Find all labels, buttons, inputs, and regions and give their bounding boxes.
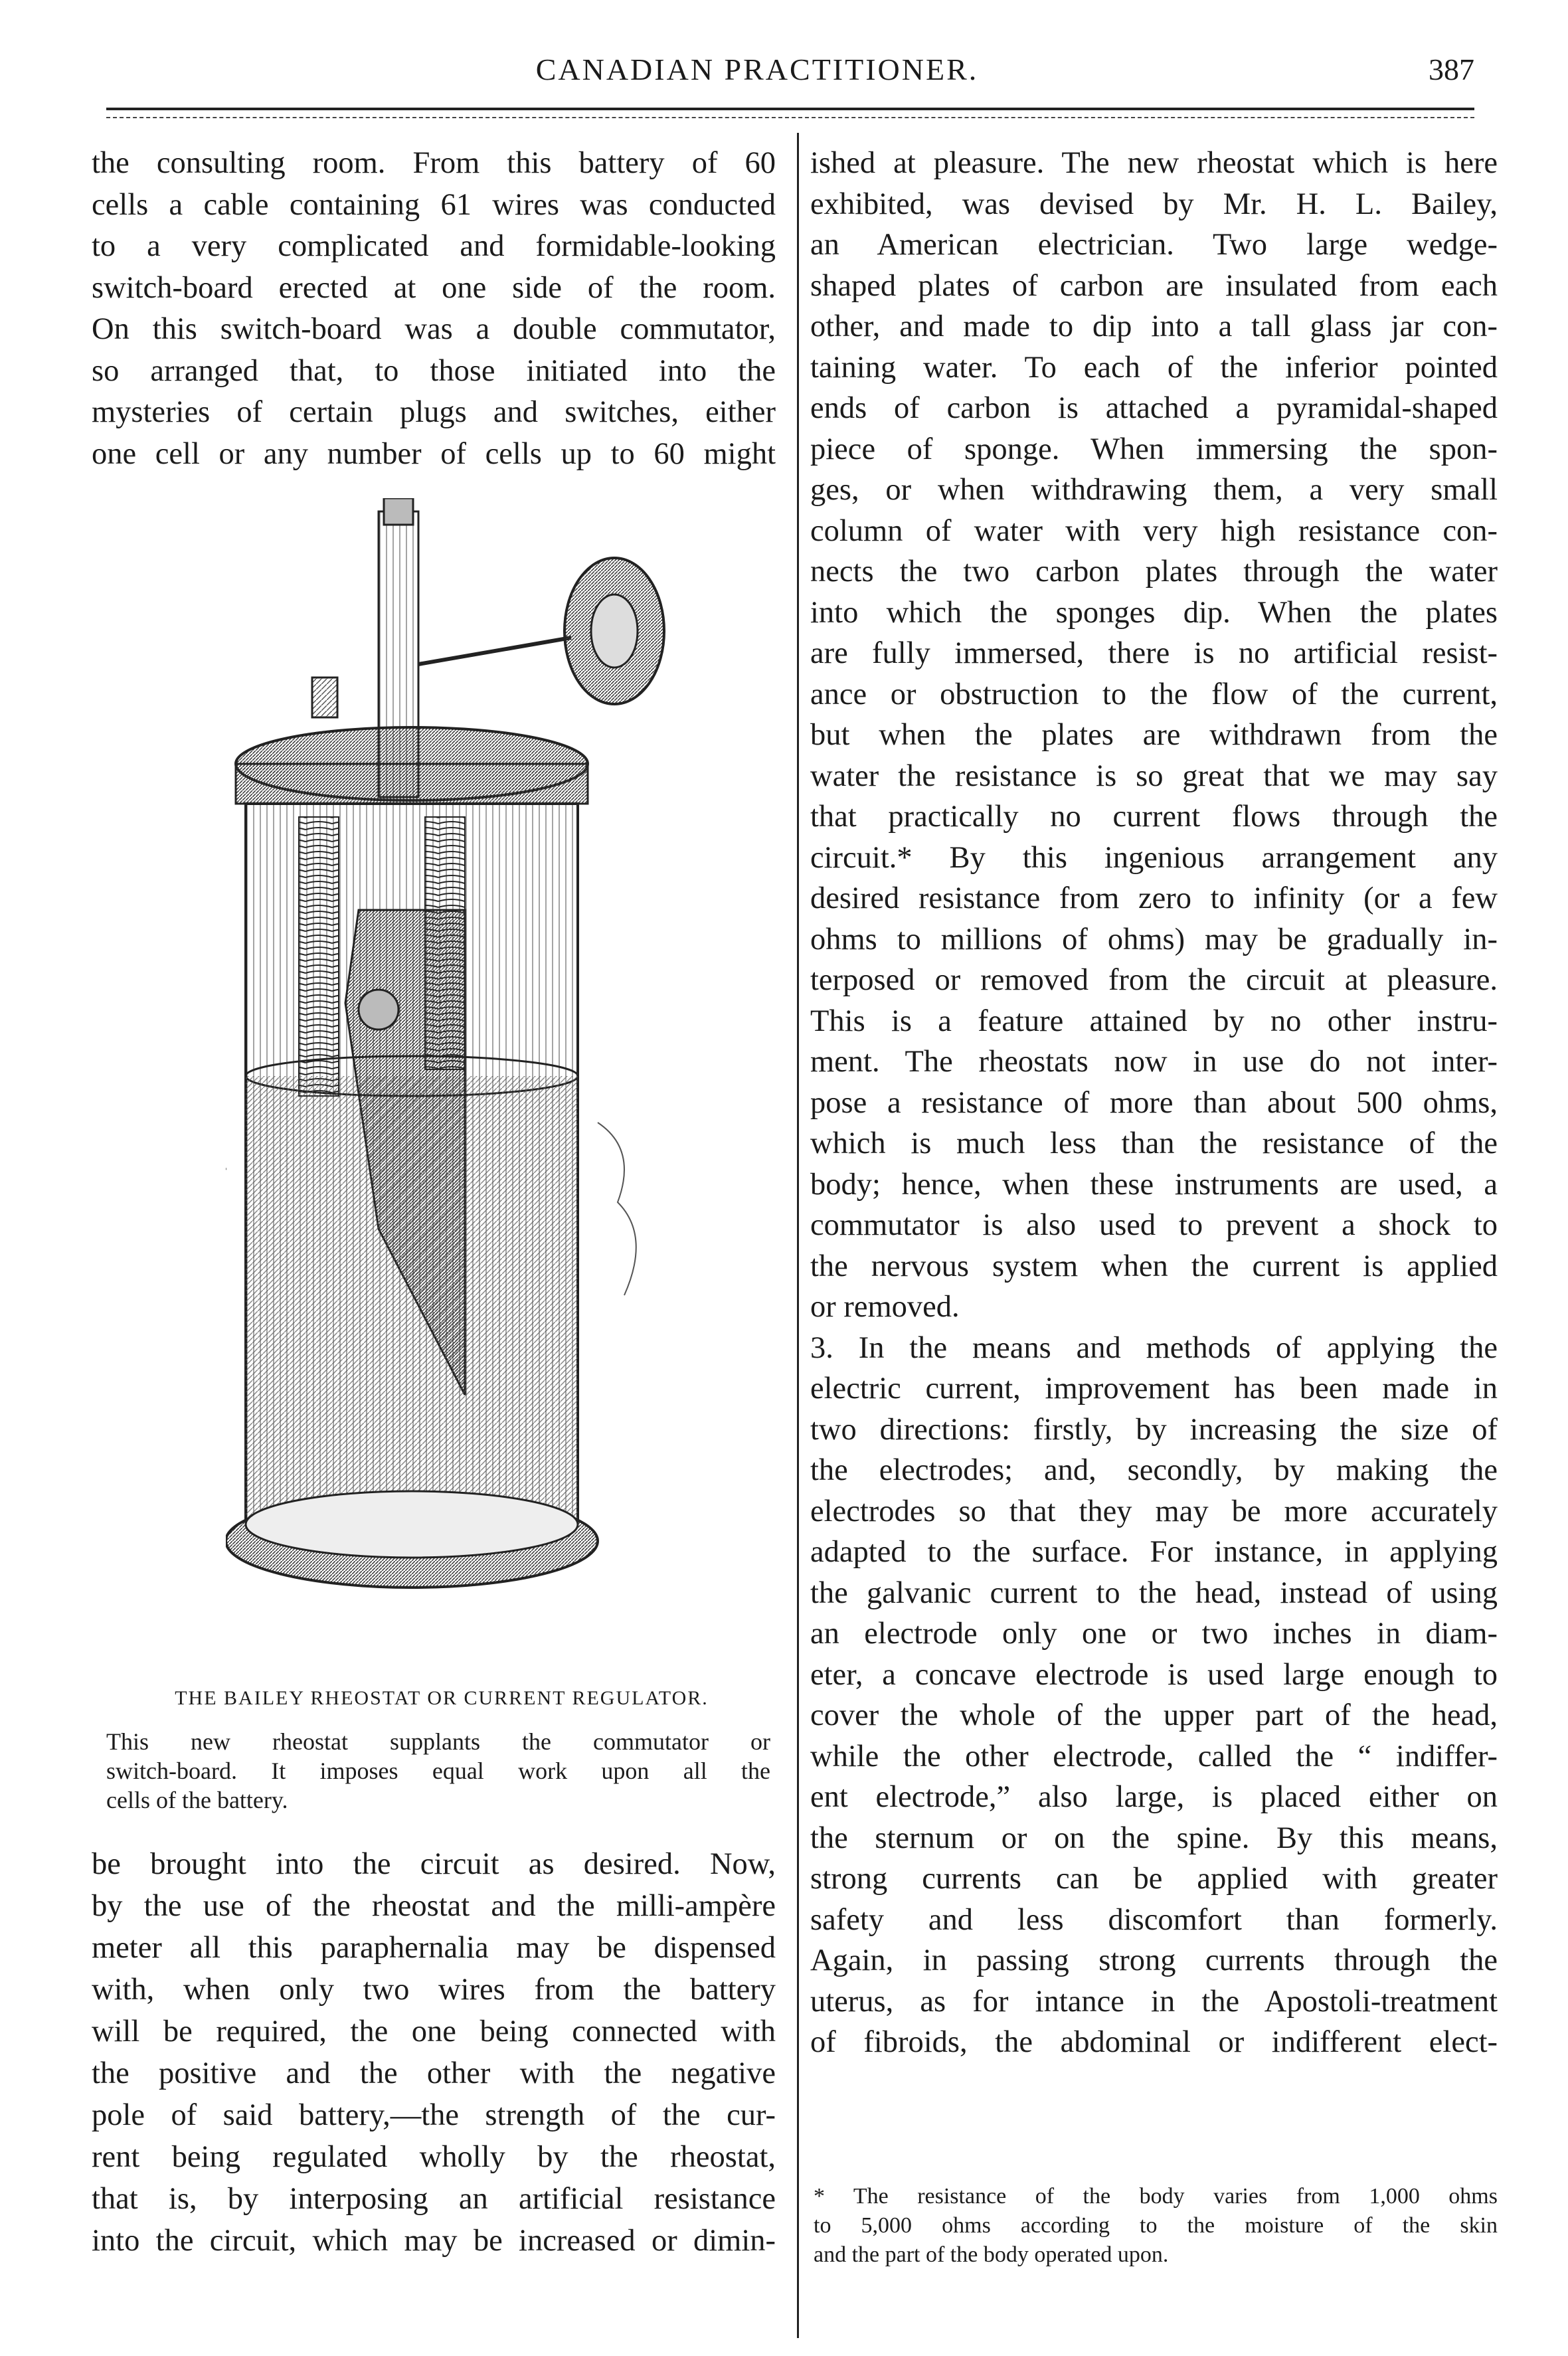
text-line: ohms to millions of ohms) may be gradually in- [810, 922, 1498, 956]
running-title: CANADIAN PRACTITIONER. [535, 52, 979, 86]
text-line: that practically no current flows through the [810, 800, 1498, 834]
text-line: the sternum or on the spine. By this means, [810, 1821, 1498, 1855]
caption-line: switch-board. It imposes equal work upon all the [106, 1758, 770, 1784]
text-line: the consulting room. From this battery of 60 [92, 146, 776, 180]
text-line: strong currents can be applied with greater [810, 1862, 1498, 1896]
text-line: shaped plates of carbon are insulated from each [810, 268, 1498, 303]
text-line: desired resistance from zero to infinity (or a few [810, 881, 1498, 915]
right-column-text [810, 143, 1498, 2063]
text-line: switch-board erected at one side of the room. [92, 270, 776, 305]
figure-caption-body [106, 1727, 770, 1815]
footnote-line: * The resistance of the body varies from 1,000 ohms [814, 2184, 1498, 2209]
text-line: cells a cable containing 61 wires was conducted [92, 187, 776, 222]
text-line: pose a resistance of more than about 500 ohms, [810, 1085, 1498, 1120]
text-line: into which the sponges dip. When the plates [810, 595, 1498, 630]
text-line: into the circuit, which may be increased or dimin- [92, 2224, 776, 2258]
text-line: Again, in passing strong currents through the [810, 1944, 1498, 1977]
text-line: but when the plates are withdrawn from the [810, 718, 1498, 752]
text-line: electric current, improvement has been made in [810, 1372, 1498, 1405]
text-line: two directions: firstly, by increasing the size of [810, 1412, 1498, 1447]
header-rule [106, 108, 1474, 110]
text-line: adapted to the surface. For instance, in applying [810, 1535, 1498, 1569]
text-line: electrodes so that they may be more accurately [810, 1494, 1498, 1528]
text-line: by the use of the rheostat and the milli-ampère [92, 1889, 776, 1923]
text-line: piece of sponge. When immersing the spon- [810, 432, 1498, 466]
text-line: other, and made to dip into a tall glass jar con- [810, 310, 1498, 343]
rheostat-drawing [226, 498, 770, 1667]
caption-line: This new rheostat supplants the commutator or [106, 1728, 770, 1755]
footnote-line: and the part of the body operated upon. [814, 2242, 1169, 2267]
text-line: while the other electrode, called the “ indiffer- [810, 1739, 1498, 1773]
text-line: terposed or removed from the circuit at pleasure. [810, 963, 1498, 997]
text-line: ished at pleasure. The new rheostat which is here [810, 146, 1498, 180]
column-divider [797, 133, 799, 2338]
text-line: pole of said battery,—the strength of the cur- [92, 2098, 776, 2132]
text-line: cover the whole of the upper part of the head, [810, 1698, 1498, 1732]
text-line: This is a feature attained by no other instru- [810, 1004, 1498, 1038]
caption-line: cells of the battery. [106, 1787, 288, 1813]
footnote-line: to 5,000 ohms according to the moisture of the skin [814, 2213, 1498, 2238]
text-line: ment. The rheostats now in use do not inter- [810, 1045, 1498, 1079]
text-line: On this switch-board was a double commutator, [92, 312, 776, 346]
text-line: an American electrician. Two large wedge- [810, 228, 1498, 262]
text-line: one cell or any number of cells up to 60 might [92, 436, 776, 471]
text-line: 3. In the means and methods of applying the [810, 1330, 1498, 1365]
text-line: water the resistance is so great that we may say [810, 759, 1498, 793]
text-line: be brought into the circuit as desired. Now, [92, 1847, 776, 1881]
text-line: of fibroids, the abdominal or indifferent elect- [810, 2025, 1498, 2059]
text-line: ent electrode,” also large, is placed either on [810, 1780, 1498, 1814]
left-column-bottom-text [92, 1843, 776, 2262]
text-line: mysteries of certain plugs and switches, either [92, 395, 776, 429]
text-line: rent being regulated wholly by the rheostat, [92, 2140, 776, 2174]
text-line: will be required, the one being connected with [92, 2015, 776, 2048]
text-line: the galvanic current to the head, instead of using [810, 1576, 1498, 1610]
text-line: safety and less discomfort than formerly. [810, 1902, 1498, 1937]
figure-caption-title: THE BAILEY RHEOSTAT OR CURRENT REGULATOR. [175, 1687, 709, 1709]
text-line: eter, a concave electrode is used large enough to [810, 1657, 1498, 1692]
text-line: that is, by interposing an artificial resistance [92, 2182, 776, 2216]
text-line: are fully immersed, there is no artificial resist- [810, 636, 1498, 670]
text-line: an electrode only one or two inches in diam- [810, 1617, 1498, 1651]
text-line: circuit.* By this ingenious arrangement any [810, 840, 1498, 875]
text-line: ges, or when withdrawing them, a very small [810, 473, 1498, 507]
text-line: so arranged that, to those initiated into the [92, 353, 776, 388]
text-line: meter all this paraphernalia may be dispensed [92, 1931, 776, 1965]
page-header [40, 52, 1474, 105]
text-line: ends of carbon is attached a pyramidal-shaped [810, 391, 1498, 425]
text-line: to a very complicated and formidable-looking [92, 229, 776, 263]
text-line: nects the two carbon plates through the water [810, 555, 1498, 589]
text-line: commutator is also used to prevent a shock to [810, 1208, 1498, 1242]
text-line: with, when only two wires from the battery [92, 1973, 776, 2007]
left-column-top-text [92, 143, 776, 475]
text-line: column of water with very high resistance con- [810, 513, 1498, 548]
text-line: body; hence, when these instruments are used, a [810, 1167, 1498, 1202]
text-line: exhibited, was devised by Mr. H. L. Bailey, [810, 187, 1498, 221]
text-line: the positive and the other with the negative [92, 2056, 776, 2090]
text-line: the electrodes; and, secondly, by making the [810, 1453, 1498, 1487]
header-rule-secondary [106, 117, 1474, 118]
rheostat-illustration [226, 498, 770, 1667]
page-number: 387 [1429, 52, 1474, 86]
text-line: which is much less than the resistance of the [810, 1127, 1498, 1160]
footnote [814, 2182, 1498, 2270]
text-line: the nervous system when the current is applied [810, 1249, 1498, 1283]
text-line: or removed. [810, 1290, 960, 1324]
text-line: taining water. To each of the inferior pointed [810, 350, 1498, 385]
text-line: ance or obstruction to the flow of the current, [810, 677, 1498, 711]
text-line: uterus, as for intance in the Apostoli-treatment [810, 1984, 1498, 2019]
